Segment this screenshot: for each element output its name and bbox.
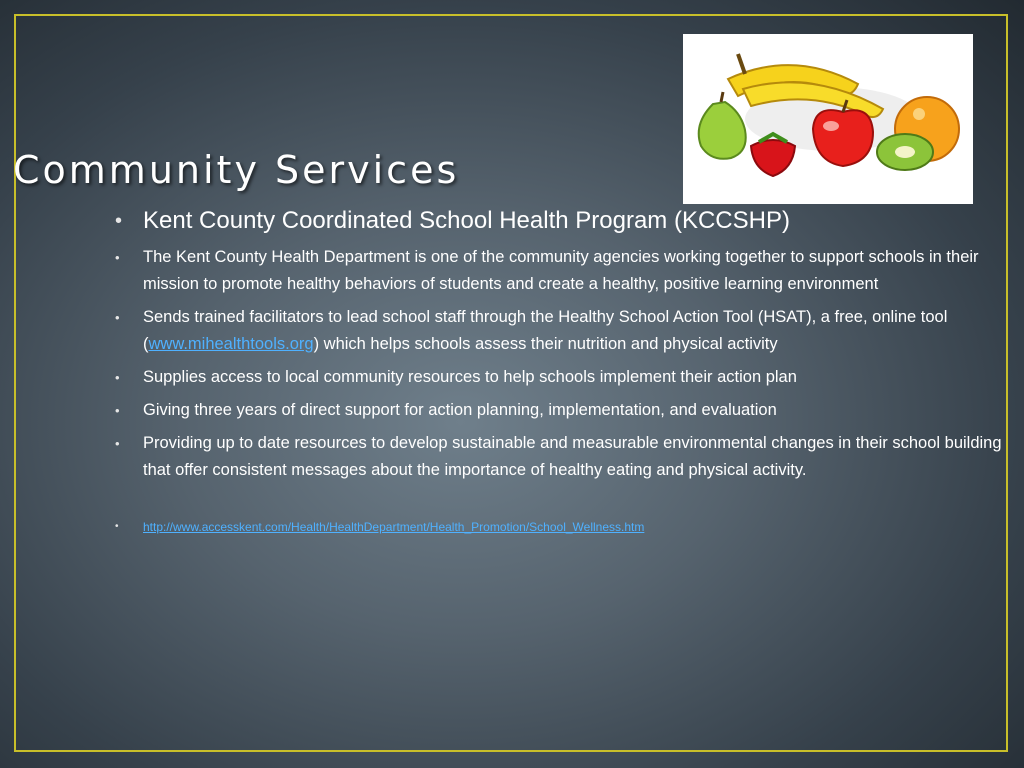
- bullet-resources: [112, 364, 1002, 391]
- bullet-dot-icon: •: [115, 521, 119, 532]
- bullet-support: [112, 397, 1002, 424]
- bullet-dot-icon: •: [115, 436, 120, 451]
- accesskent-link[interactable]: http://www.accesskent.com/Health/HealthDepartment/Health_Promotion/School_Wellness.htm: [143, 520, 645, 534]
- bullet-dot-icon: •: [115, 403, 120, 418]
- slide-content: [112, 204, 1002, 536]
- bullet-text: The Kent County Health Department is one of the community agencies working together to support schools in their mission to promote healthy behaviors of students and create a healthy, positive learning environment: [143, 248, 979, 293]
- slide-title: Community Services: [13, 148, 460, 192]
- bullet-text: Kent County Coordinated School Health Program (KCCSHP): [143, 207, 790, 234]
- fruit-illustration-icon: [683, 34, 973, 204]
- bullet-dot-icon: •: [115, 310, 120, 325]
- bullet-text-after: ) which helps schools assess their nutrition and physical activity: [313, 335, 778, 353]
- bullet-dot-icon: •: [115, 370, 120, 385]
- bullet-kccshp: [112, 204, 1002, 238]
- bullet-text: Giving three years of direct support for action planning, implementation, and evaluation: [143, 401, 777, 419]
- mihealthtools-link[interactable]: www.mihealthtools.org: [148, 335, 314, 353]
- bullet-dot-icon: •: [115, 250, 120, 265]
- bullet-dot-icon: •: [115, 210, 123, 232]
- bullet-health-department: [112, 244, 1002, 298]
- bullet-text: Providing up to date resources to develop sustainable and measurable environmental changes in their school building that offer consistent messages about the importance of healthy eating and physical activity.: [143, 434, 1002, 479]
- bullet-hsat: [112, 304, 1002, 358]
- bullet-text-before: Sends trained facilitators to lead school staff through the Healthy School Action Tool (HSAT), a free, online tool (: [143, 308, 948, 353]
- bullet-list: [112, 204, 1002, 536]
- fruit-image: [683, 34, 973, 204]
- bullet-reference: [112, 518, 1002, 536]
- bullet-environmental-changes: [112, 430, 1002, 484]
- bullet-text: Supplies access to local community resources to help schools implement their action plan: [143, 368, 797, 386]
